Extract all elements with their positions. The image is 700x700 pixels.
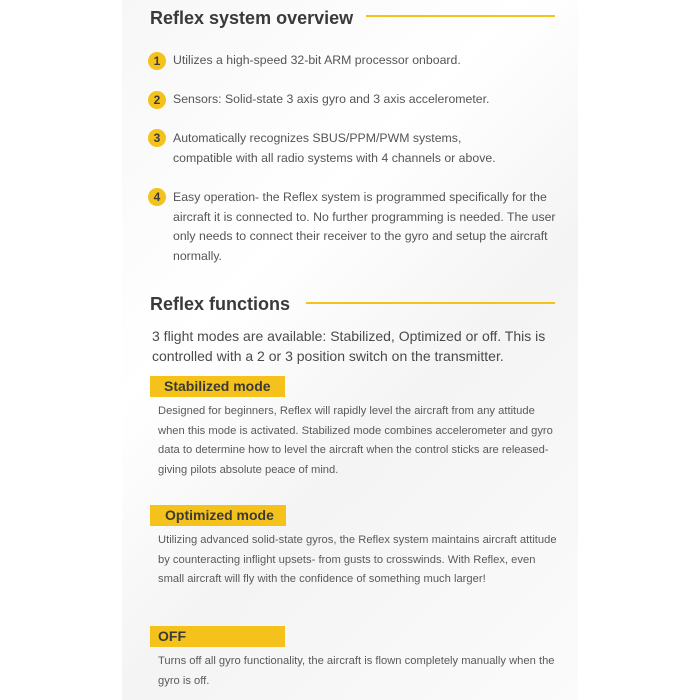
functions-intro: 3 flight modes are available: Stabilized, Optimized or off. This is controlled with a 2 or 3 position switch on the transmitter. [152,328,546,364]
stabilized-mode-label: Stabilized mode [150,376,285,397]
optimized-mode-label: Optimized mode [150,505,286,526]
functions-title: Reflex functions [150,294,291,314]
item-number-badge: 3 [148,129,166,147]
overview-item-2: Sensors: Solid-state 3 axis gyro and 3 axis accelerometer. [173,92,490,106]
off-mode-description: Turns off all gyro functionality, the aircraft is flown completely manually when the gyro is off. [158,655,555,687]
optimized-mode-description: Utilizing advanced solid-state gyros, the Reflex system maintains aircraft attitude by counteracting inflight upsets- from gusts to crosswinds. With Reflex, even small aircraft will fly with the confidence of something much larger! [158,534,557,585]
item-number-badge: 2 [148,91,166,109]
overview-item-4: Easy operation- the Reflex system is programmed specifically for the aircraft it is connected to. No further programming is needed. The user only needs to connect their receiver to the gyro and setup the aircraft normally. [173,190,556,263]
overview-item-3: Automatically recognizes SBUS/PPM/PWM systems, compatible with all radio systems with 4 channels or above. [173,131,496,165]
overview-title-underline [366,15,555,17]
stabilized-mode-description: Designed for beginners, Reflex will rapidly level the aircraft from any attitude when this mode is activated. Stabilized mode combines accelerometer and gyro data to determine how to level the aircraft when the control sticks are released- giving pilots absolute peace of mind. [158,405,553,476]
overview-item-1: Utilizes a high-speed 32-bit ARM processor onboard. [173,53,461,67]
item-number-badge: 4 [148,188,166,206]
item-number-badge: 1 [148,52,166,70]
functions-title-underline [306,302,555,304]
off-mode-label: OFF [150,626,285,647]
overview-title: Reflex system overview [150,8,354,28]
